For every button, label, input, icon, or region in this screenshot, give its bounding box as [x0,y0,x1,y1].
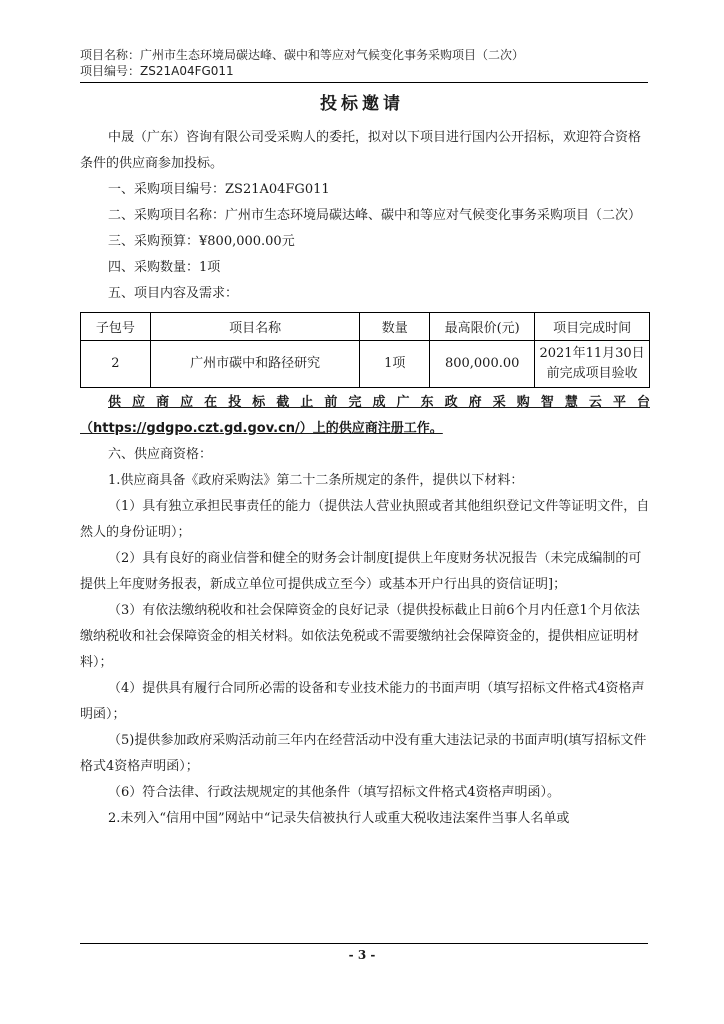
qualification-item-1: 1.供应商具备《政府采购法》第二十二条所规定的条件，提供以下材料： [108,473,524,488]
table-header-cell: 最高限价(元) [430,313,535,341]
qualification-subitem: （3）有依法缴纳税收和社会保障资金的良好记录（提供投标截止日前6个月内任意1个月依法缴纳税收和社会保障资金的相关材料。如依法免税或不需要缴纳社会保障资金的，提供相应证明材料）； [80,603,640,670]
header-divider [80,82,648,83]
table-header-cell: 子包号 [81,313,151,341]
registration-notice-line1: 供应商应在投标截止前完成广东政府采购智慧云平台 [108,395,650,410]
qualification-heading: 六、供应商资格： [108,447,213,462]
item-content: 五、项目内容及需求： [108,286,239,301]
item-project-name: 二、采购项目名称：广州市生态环境局碳达峰、碳中和等应对气候变化事务采购项目（二次） [108,208,642,223]
page-title: 投标邀请 [320,94,404,114]
header-project-no: 项目编号：ZS21A04FG011 [80,64,234,78]
table-row [81,341,650,388]
project-table [80,312,650,388]
qualification-subitem: （6）符合法律、行政法规规定的其他条件（填写招标文件格式4资格声明函）。 [108,785,561,800]
item-budget: 三、采购预算：¥800,000.00元 [108,234,295,249]
table-cell: 2021年11月30日前完成项目验收 [535,341,650,388]
table-cell: 2 [81,341,151,388]
qualification-subitem: （4）提供具有履行合同所必需的设备和专业技术能力的书面声明（填写招标文件格式4资格声明函）； [80,681,645,722]
registration-notice-line2: （https://gdgpo.czt.gd.gov.cn/）上的供应商注册工作。 [80,421,443,436]
intro-paragraph: 中晟（广东）咨询有限公司受采购人的委托，拟对以下项目进行国内公开招标，欢迎符合资格条件的供应商参加投标。 [80,130,642,171]
table-header-cell: 数量 [360,313,430,341]
page-number: - 3 - [348,948,376,962]
table-header-cell: 项目名称 [150,313,360,341]
footer-divider [80,943,648,944]
table-header-row [81,313,650,341]
qualification-subitem: （1）具有独立承担民事责任的能力（提供法人营业执照或者其他组织登记文件等证明文件，自然人的身份证明）； [80,499,650,540]
qualification-item-2: 2.未列入“信用中国”网站中“记录失信被执行人或重大税收违法案件当事人名单或 [108,811,570,826]
item-quantity: 四、采购数量：1项 [108,260,221,275]
document-body [80,125,650,832]
qualification-subitem: （2）具有良好的商业信誉和健全的财务会计制度[提供上年度财务状况报告（未完成编制的可提供上年度财务报表，新成立单位可提供成立至今）或基本开户行出具的资信证明]； [80,551,642,592]
item-project-no: 一、采购项目编号：ZS21A04FG011 [108,182,330,197]
table-cell: 广州市碳中和路径研究 [150,341,360,388]
table-cell: 1项 [360,341,430,388]
table-cell: 800,000.00 [430,341,535,388]
table-header-cell: 项目完成时间 [535,313,650,341]
document-header [80,47,648,79]
header-project-name: 项目名称：广州市生态环境局碳达峰、碳中和等应对气候变化事务采购项目（二次） [80,48,525,62]
qualification-subitem: （5)提供参加政府采购活动前三年内在经营活动中没有重大违法记录的书面声明(填写招标文件格式4资格声明函）； [80,733,647,774]
